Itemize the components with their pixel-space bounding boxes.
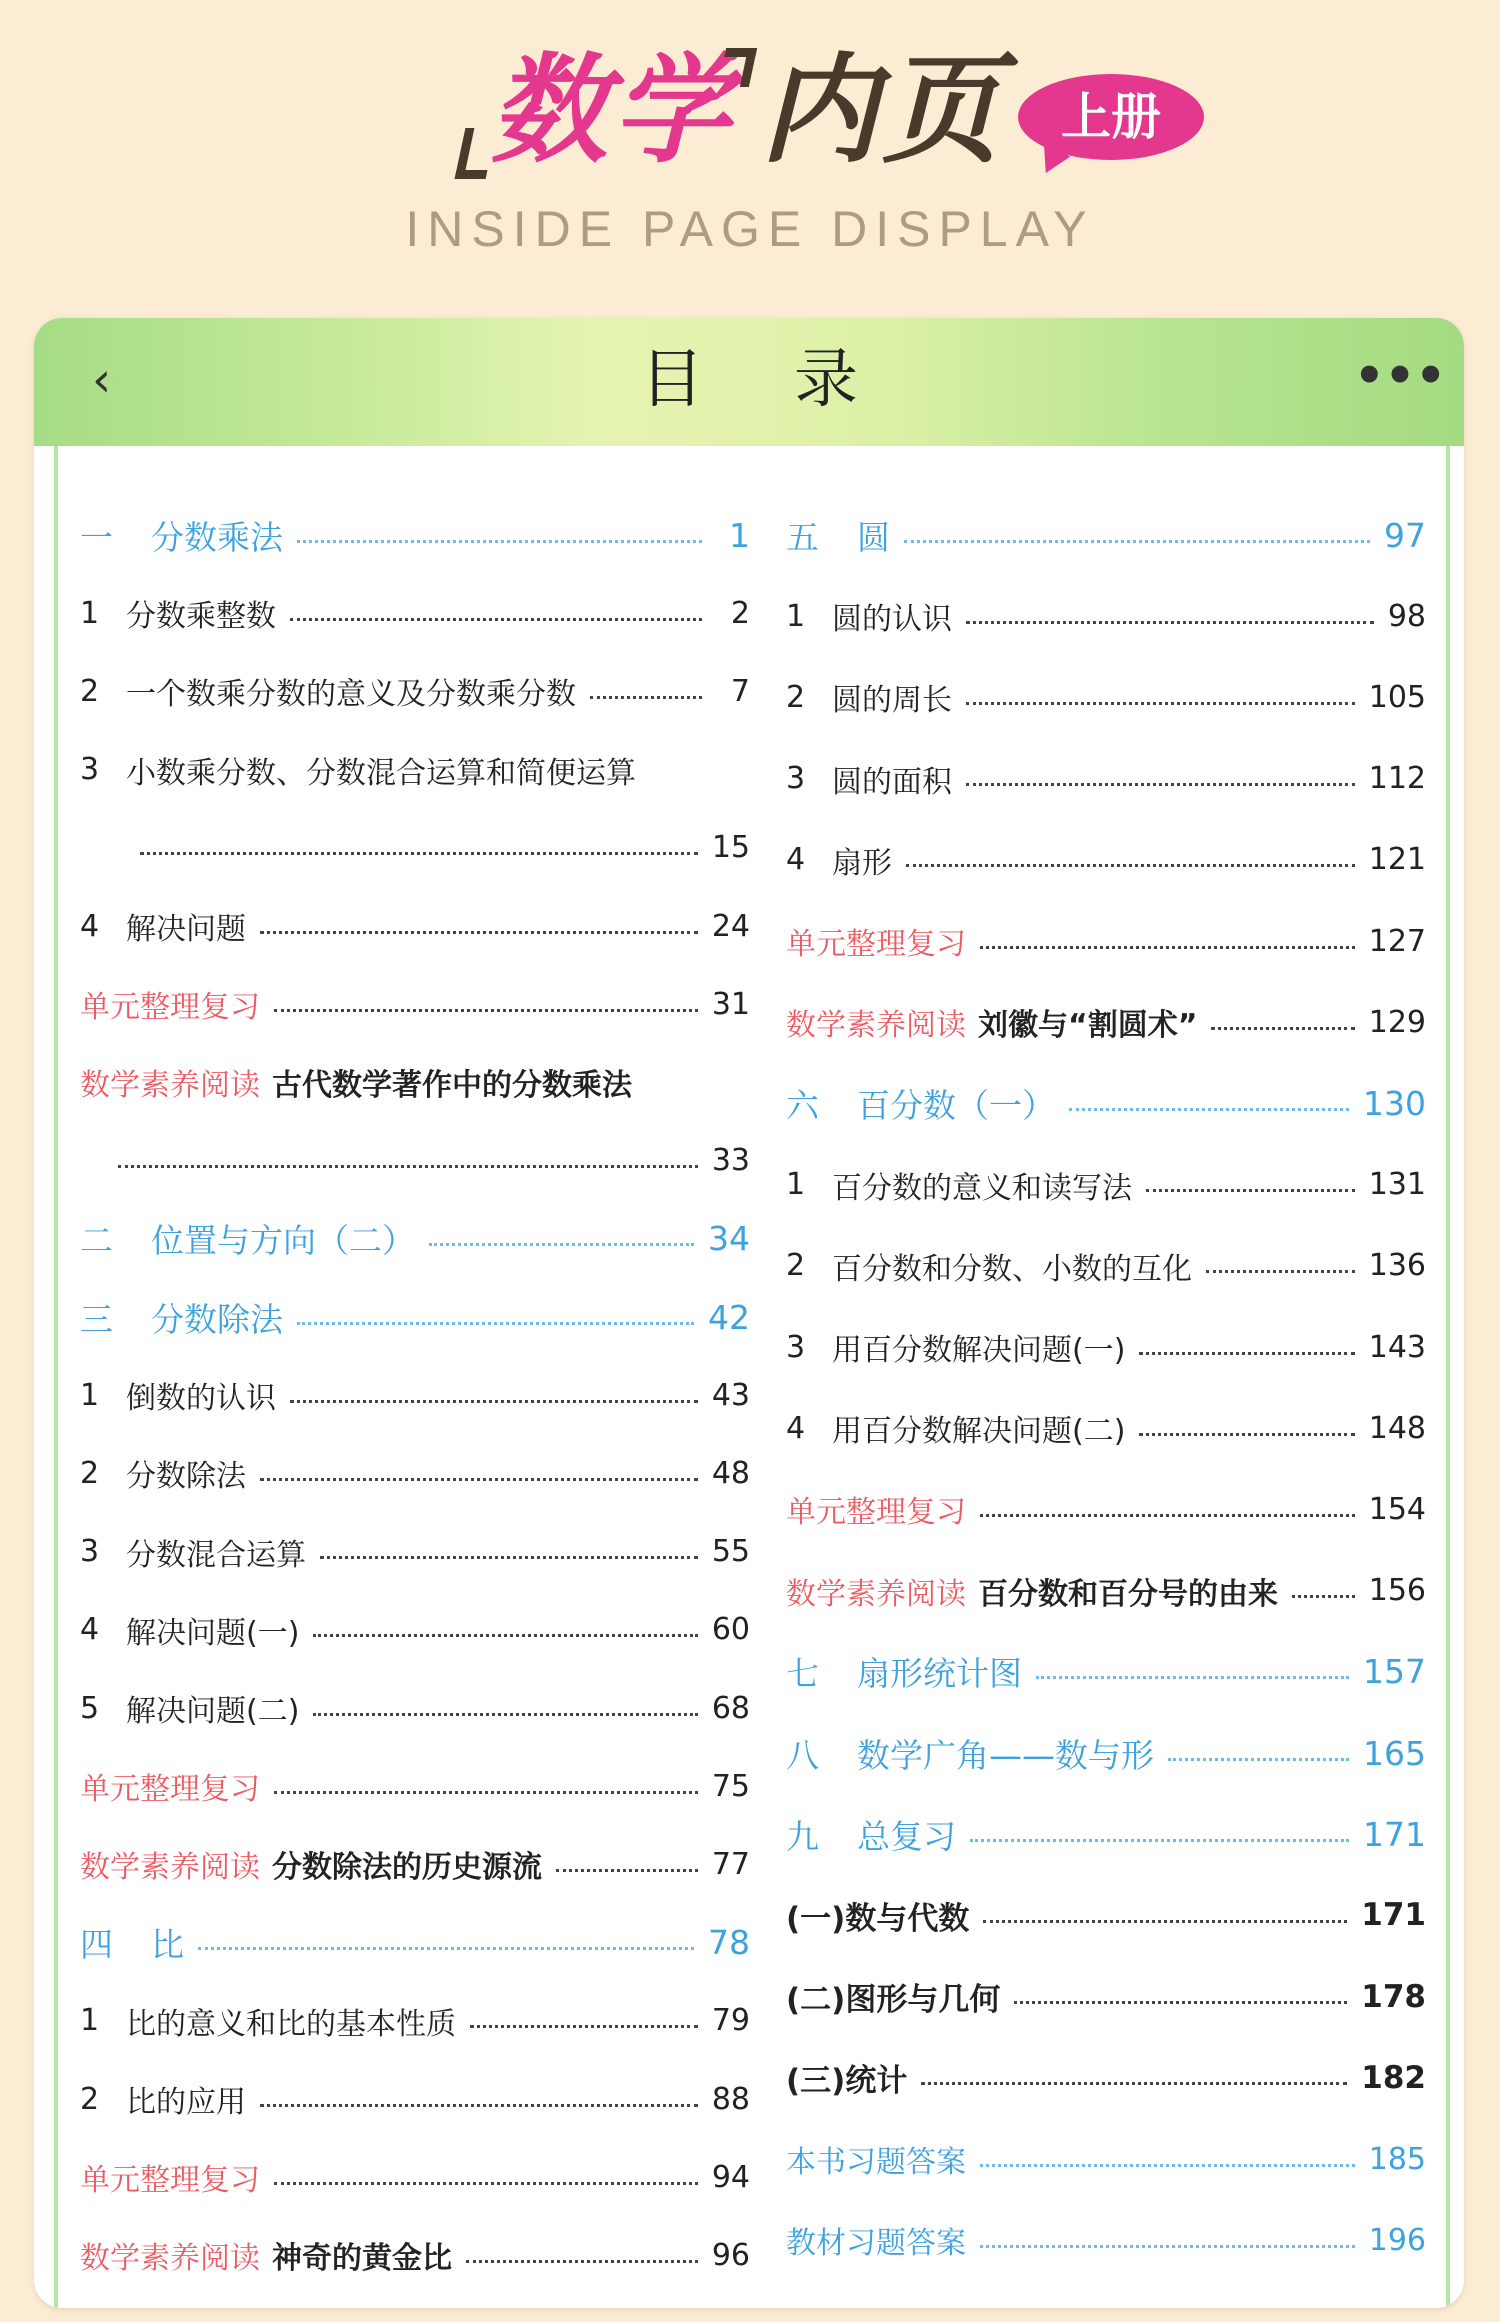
section-title: 用百分数解决问题(二) — [832, 1414, 1126, 1450]
section-title: 分数混合运算 — [126, 1537, 306, 1573]
section-title: 圆的周长 — [832, 683, 952, 719]
toc-entry-right-17[interactable] — [786, 1890, 1426, 1940]
chapter-title: 分数乘法 — [151, 517, 283, 557]
toc-entry-left-14[interactable] — [80, 1761, 750, 1811]
entry-title: 单元整理复习 — [80, 2163, 260, 2199]
chapter-number: 八 — [786, 1735, 819, 1775]
dot-leader — [1069, 1108, 1349, 1111]
toc-entry-right-13[interactable] — [786, 1566, 1426, 1616]
dot-leader — [140, 852, 698, 855]
dot-leader — [313, 1634, 697, 1637]
title-math: 数学 — [490, 41, 735, 179]
dot-leader — [1139, 1352, 1354, 1355]
toc-entry-left-9[interactable] — [80, 1370, 750, 1420]
volume-badge: 上册 — [1018, 74, 1204, 160]
dot-leader — [921, 2082, 1347, 2085]
dot-leader — [556, 1869, 698, 1872]
dot-leader — [980, 2245, 1355, 2248]
promo-title — [440, 40, 1280, 180]
dot-leader — [260, 931, 698, 934]
reading-title: 神奇的黄金比 — [272, 2241, 452, 2277]
section-number: 4 — [786, 1410, 806, 1446]
chapter-title: 位置与方向（二） — [151, 1221, 415, 1261]
toc-entry-left-8[interactable] — [80, 1292, 750, 1342]
toc-entry-right-9[interactable] — [786, 1241, 1426, 1291]
page-number: 31 — [711, 986, 750, 1022]
reading-tag: 数学素养阅读 — [80, 1068, 260, 1104]
dot-leader — [290, 1400, 698, 1403]
toc-entry-right-0[interactable] — [786, 510, 1426, 560]
section-title: 解决问题(二) — [126, 1694, 300, 1729]
title-bracket-right — [718, 48, 757, 87]
dot-leader — [274, 1009, 698, 1012]
page-number: 97 — [1384, 515, 1426, 555]
chapter-number: 六 — [786, 1085, 819, 1125]
page-number: 43 — [711, 1377, 750, 1413]
reading-title: 古代数学著作中的分数乘法 — [272, 1068, 632, 1104]
page-number: 60 — [711, 1612, 750, 1648]
section-number: 2 — [786, 1248, 806, 1284]
toc-entry-right-15[interactable] — [786, 1728, 1426, 1778]
toc-card — [34, 318, 1464, 2308]
section-title: 分数除法 — [126, 1459, 246, 1495]
toc-entry-left-19[interactable] — [80, 2152, 750, 2202]
page-number: 7 — [730, 673, 750, 709]
reading-title: 百分数和百分号的由来 — [978, 1576, 1278, 1612]
dot-leader — [906, 864, 1355, 867]
page-number: 178 — [1361, 1978, 1426, 2015]
page-number: 42 — [708, 1297, 750, 1337]
dot-leader — [904, 540, 1370, 543]
section-title: 解决问题 — [126, 912, 246, 947]
toc-entry-right-21[interactable] — [786, 2215, 1426, 2265]
dot-leader — [1292, 1595, 1355, 1598]
section-title: 解决问题(一) — [126, 1615, 300, 1651]
page-number: 79 — [711, 2003, 750, 2039]
section-number: 4 — [80, 908, 100, 944]
chapter-number: 七 — [786, 1654, 819, 1694]
chapter-number: 四 — [80, 1925, 113, 1965]
entry-title: 本书习题答案 — [786, 2145, 966, 2180]
page-number: 185 — [1368, 2141, 1426, 2177]
toc-entry-right-19[interactable] — [786, 2053, 1426, 2103]
page-number: 165 — [1363, 1733, 1426, 1773]
page-number: 2 — [730, 595, 750, 631]
toc-entry-left-12[interactable] — [80, 1605, 750, 1655]
section-number: 5 — [80, 1690, 100, 1726]
dot-leader — [466, 2260, 698, 2263]
toc-entry-right-4[interactable] — [786, 835, 1426, 885]
toc-entry-right-14[interactable] — [786, 1647, 1426, 1697]
section-number: 3 — [80, 1534, 100, 1570]
page-number: 55 — [711, 1534, 750, 1570]
toc-entry-right-6[interactable] — [786, 997, 1426, 1047]
reading-tag: 数学素养阅读 — [786, 1008, 966, 1044]
dot-leader — [274, 1791, 698, 1794]
page-number: 127 — [1368, 923, 1426, 959]
page-number: 182 — [1361, 2059, 1426, 2096]
section-title: 分数乘整数 — [126, 599, 276, 635]
page-number: 148 — [1368, 1410, 1426, 1446]
toc-entry-left-2[interactable] — [80, 666, 750, 716]
toc-entry-right-10[interactable] — [786, 1322, 1426, 1372]
entry-title: (二)图形与几何 — [786, 1982, 1001, 2019]
reading-tag: 数学素养阅读 — [80, 1850, 260, 1886]
toc-entry-right-18[interactable] — [786, 1972, 1426, 2022]
toc-entry-left-4[interactable] — [80, 901, 750, 951]
toc-entry-right-5[interactable] — [786, 916, 1426, 966]
subtitle: INSIDE PAGE DISPLAY — [405, 201, 1095, 257]
toc-entry-right-8[interactable] — [786, 1160, 1426, 1210]
dot-leader — [290, 618, 702, 621]
toc-entry-right-3[interactable] — [786, 754, 1426, 804]
toc-entry-left-20[interactable] — [80, 2230, 750, 2280]
chapter-title: 总复习 — [857, 1816, 956, 1856]
page-number: 34 — [708, 1219, 750, 1259]
reading-title: 分数除法的历史源流 — [272, 1850, 542, 1886]
page-number: 112 — [1368, 761, 1426, 797]
toc-entry-right-7[interactable] — [786, 1078, 1426, 1128]
section-title: 扇形 — [832, 845, 892, 881]
page-number: 15 — [711, 830, 750, 866]
dot-leader — [198, 1947, 694, 1950]
dot-leader — [1139, 1433, 1354, 1436]
dot-leader — [118, 1165, 698, 1168]
toc-entry-left-13[interactable] — [80, 1683, 750, 1733]
dot-leader — [980, 946, 1355, 949]
section-title: 小数乘分数、分数混合运算和简便运算 — [126, 755, 636, 791]
page-number: 171 — [1361, 1897, 1426, 1934]
section-number: 2 — [80, 2081, 100, 2117]
section-title: 用百分数解决问题(一) — [832, 1333, 1126, 1368]
toc-entry-left-3[interactable] — [80, 745, 750, 795]
toc-entry-right-20[interactable] — [786, 2134, 1426, 2184]
page-number: 98 — [1387, 598, 1426, 634]
toc-title: 目录 — [640, 343, 948, 417]
dot-leader — [274, 2182, 698, 2185]
toc-entry-left-5[interactable] — [80, 979, 750, 1029]
section-number: 3 — [786, 1329, 806, 1365]
page-number: 131 — [1368, 1167, 1426, 1203]
page-number: 157 — [1363, 1652, 1426, 1692]
page-number: 154 — [1368, 1491, 1426, 1527]
title-inner-page: 内页 — [760, 41, 1005, 179]
dot-leader — [1036, 1676, 1349, 1679]
dot-leader — [470, 2025, 698, 2028]
toc-entry-left-18[interactable] — [80, 2074, 750, 2124]
chapter-title: 扇形统计图 — [857, 1654, 1022, 1694]
entry-title: (三)统计 — [786, 2063, 908, 2100]
dot-leader — [1146, 1189, 1355, 1192]
toc-entry-right-16[interactable] — [786, 1809, 1426, 1859]
entry-title: 单元整理复习 — [80, 990, 260, 1026]
section-number: 1 — [80, 2003, 100, 2039]
dot-leader — [980, 2164, 1355, 2167]
section-title: 百分数和分数、小数的互化 — [832, 1251, 1192, 1287]
more-dots-icon[interactable]: ••• — [1354, 348, 1447, 404]
section-title: 圆的认识 — [832, 602, 952, 638]
dot-leader — [297, 1322, 694, 1325]
section-number: 1 — [786, 598, 806, 634]
section-number: 1 — [80, 595, 100, 631]
page-number: 24 — [711, 908, 750, 944]
chapter-number: 九 — [786, 1816, 819, 1856]
section-number: 1 — [786, 1167, 806, 1203]
dot-leader — [297, 540, 702, 543]
section-number: 3 — [786, 761, 806, 797]
page-number: 129 — [1368, 1004, 1426, 1040]
toc-entry-left-16[interactable] — [80, 1918, 750, 1968]
dot-leader — [313, 1713, 697, 1716]
section-title: 倒数的认识 — [126, 1381, 276, 1417]
page-number: 88 — [711, 2081, 750, 2117]
dot-leader — [260, 2104, 698, 2107]
dot-leader — [966, 702, 1355, 705]
toc-entry-left-1[interactable] — [80, 588, 750, 638]
section-number: 2 — [80, 1455, 100, 1491]
page-number: 171 — [1363, 1814, 1426, 1854]
toc-entry-right-2[interactable] — [786, 672, 1426, 722]
chapter-title: 圆 — [857, 517, 890, 557]
dot-leader — [970, 1839, 1349, 1842]
dot-leader — [1014, 2001, 1347, 2004]
dot-leader — [983, 1920, 1347, 1923]
page-number: 143 — [1368, 1329, 1426, 1365]
entry-title: 教材习题答案 — [786, 2226, 966, 2262]
reading-title: 刘徽与“割圆术” — [978, 1008, 1198, 1044]
entry-title: (一)数与代数 — [786, 1900, 970, 1937]
section-number: 2 — [786, 679, 806, 715]
section-title: 比的意义和比的基本性质 — [126, 2006, 456, 2042]
section-number: 4 — [786, 842, 806, 878]
dot-leader — [260, 1478, 698, 1481]
toc-entry-left-0[interactable] — [80, 510, 750, 560]
chapter-number: 一 — [80, 517, 113, 557]
page-number: 75 — [711, 1768, 750, 1804]
page-number: 96 — [711, 2237, 750, 2273]
page-number: 196 — [1368, 2222, 1426, 2258]
chapter-number: 三 — [80, 1299, 113, 1339]
reading-tag: 数学素养阅读 — [80, 2241, 260, 2277]
toc-entry-right-11[interactable] — [786, 1403, 1426, 1453]
chapter-number: 五 — [786, 517, 819, 557]
chapter-title: 比 — [151, 1925, 184, 1965]
back-chevron-icon[interactable]: ‹ — [92, 352, 112, 408]
dot-leader — [966, 621, 1374, 624]
toc-entry-right-1[interactable] — [786, 591, 1426, 641]
page-number: 105 — [1368, 679, 1426, 715]
page-number: 1 — [729, 515, 750, 555]
section-title: 比的应用 — [126, 2085, 246, 2120]
toc-entry-right-12[interactable] — [786, 1484, 1426, 1534]
toc-entry-left-17[interactable] — [80, 1996, 750, 2046]
page-number: 94 — [711, 2159, 750, 2195]
toc-entry-left-11[interactable] — [80, 1527, 750, 1577]
promo-header — [0, 0, 1500, 300]
dot-leader — [1211, 1027, 1354, 1030]
toc-entry-continuation — [126, 823, 750, 873]
entry-title: 单元整理复习 — [786, 1495, 966, 1531]
chapter-title: 百分数（一） — [857, 1085, 1055, 1125]
toc-entry-left-6[interactable] — [80, 1057, 750, 1107]
entry-title: 单元整理复习 — [786, 927, 966, 962]
reading-tag: 数学素养阅读 — [786, 1576, 966, 1612]
page-number: 48 — [711, 1455, 750, 1491]
section-number: 3 — [80, 752, 100, 788]
section-title: 圆的面积 — [832, 764, 952, 800]
page-number: 136 — [1368, 1248, 1426, 1284]
card-border-right — [1446, 446, 1450, 2308]
toc-entry-left-15[interactable] — [80, 1839, 750, 1889]
entry-title: 单元整理复习 — [80, 1772, 260, 1808]
page-number: 77 — [711, 1846, 750, 1882]
chapter-title: 分数除法 — [151, 1299, 283, 1339]
page-number: 121 — [1368, 842, 1426, 878]
dot-leader — [1206, 1270, 1355, 1273]
page-number: 78 — [708, 1923, 750, 1963]
dot-leader — [590, 696, 702, 699]
dot-leader — [980, 1514, 1355, 1517]
chapter-number: 二 — [80, 1221, 113, 1261]
section-title: 百分数的意义和读写法 — [832, 1170, 1132, 1206]
toc-entry-left-10[interactable] — [80, 1448, 750, 1498]
chapter-title: 数学广角——数与形 — [857, 1735, 1154, 1775]
card-border-left — [54, 446, 58, 2308]
section-title: 一个数乘分数的意义及分数乘分数 — [126, 677, 576, 713]
dot-leader — [1168, 1758, 1349, 1761]
toc-entry-continuation — [104, 1136, 750, 1186]
page-number: 130 — [1363, 1083, 1426, 1123]
dot-leader — [966, 783, 1355, 786]
page-number: 156 — [1368, 1573, 1426, 1609]
dot-leader — [429, 1243, 694, 1246]
section-number: 2 — [80, 673, 100, 709]
dot-leader — [320, 1556, 698, 1559]
section-number: 4 — [80, 1612, 100, 1648]
toc-header-bar — [34, 318, 1464, 446]
page-number: 33 — [711, 1143, 750, 1179]
toc-entry-left-7[interactable] — [80, 1214, 750, 1264]
page-number: 68 — [711, 1690, 750, 1726]
section-number: 1 — [80, 1377, 100, 1413]
